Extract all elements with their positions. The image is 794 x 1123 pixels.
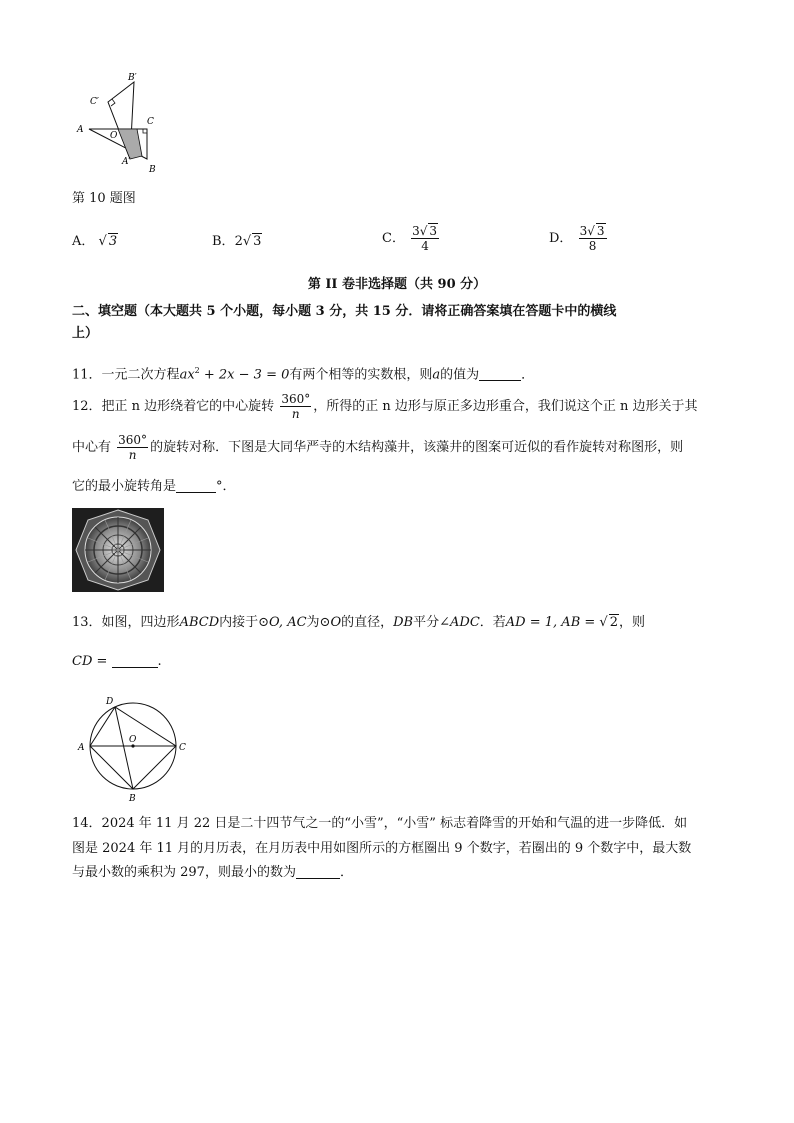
q12-fraction-1 (280, 392, 311, 421)
option-radicand: 3 (429, 224, 438, 238)
q12-line3-b: °． (216, 479, 236, 494)
right-angle-c (143, 129, 147, 133)
q12-line2-a: 中心有 (72, 440, 112, 455)
option-radicand: 3 (108, 234, 118, 249)
option-coef: 2 (234, 234, 243, 249)
q13-diagram (74, 692, 194, 804)
q13-end: . (157, 654, 162, 669)
q11-var: a (432, 367, 441, 383)
label-c: C (147, 117, 154, 127)
q12-fraction-2 (117, 433, 148, 462)
q13-text-b: 内接于 (219, 615, 259, 630)
frac-num: 360° (281, 392, 311, 406)
section2-line1: 二、填空题（本大题共 5 个小题，每小题 3 分，共 15 分．请将正确答案填在答题卡中的横线 (72, 304, 617, 319)
q12-line2 (72, 433, 683, 462)
q13-line2 (72, 652, 162, 672)
option-letter: C． (382, 231, 405, 246)
q11-eq-a: ax (179, 367, 195, 383)
option-radicand: 3 (253, 234, 262, 249)
label-b1: B′ (128, 73, 137, 83)
frac-den: n (291, 407, 300, 421)
q13-angle: ∠ADC (439, 615, 480, 630)
right-angle-c1 (111, 99, 115, 106)
label-b: B (149, 165, 156, 175)
label-c: C (179, 743, 186, 753)
section2-line2: 上） (72, 326, 99, 341)
q10-option-b: B．2√ 3 (212, 234, 262, 249)
frac-num: 360° (118, 433, 148, 447)
q12-line1-a: 把正 n 边形绕着它的中心旋转 (101, 399, 275, 414)
label-a: A (78, 743, 85, 753)
q10-option-a: A． √ 3 (72, 234, 118, 249)
q12-line2-b: 的旋转对称．下图是大同华严寺的木结构藻井，该藻井的图案可近似的看作旋转对称图形，则 (150, 440, 684, 455)
q12-line1-b: ，所得的正 n 边形与原正多边形重合，我们说这个正 n 边形关于其 (313, 399, 698, 414)
option-fraction: $\frac{3√ 3}{8}$ (579, 224, 605, 253)
fig10-diagram (72, 70, 172, 180)
q10-option-c (382, 224, 441, 253)
option-fraction: $\frac{3√ 3}{4}$ (412, 224, 438, 253)
q13-circle-o: ⊙O, AC (258, 615, 307, 630)
option-letter: B． (212, 234, 235, 249)
option-den: 4 (421, 239, 429, 253)
q11-middle: 有两个相等的实数根，则 (289, 367, 433, 383)
q11-prefix: 一元二次方程 (101, 367, 180, 383)
q13-number: 13． (72, 615, 102, 630)
q13-answer-blank[interactable] (112, 653, 158, 668)
q13-cond: AD = 1, AB = (505, 615, 600, 630)
option-letter: A． (72, 234, 95, 249)
option-radicand: 3 (596, 224, 605, 238)
frac-den: n (128, 448, 137, 462)
option-coef: 3 (412, 224, 420, 238)
caisson-photo (72, 508, 164, 592)
q12-line1 (72, 392, 698, 421)
q13-text-g: ，则 (618, 615, 645, 630)
q11-number: 11． (72, 367, 102, 383)
q13-cd: CD = (72, 654, 108, 669)
q13-abcd: ABCD (179, 615, 220, 630)
q11 (72, 361, 534, 385)
q11-suffix: 的值为 (440, 367, 480, 383)
label-o: O (110, 131, 118, 141)
q14-line1: 14．2024 年 11 月 22 日是二十四节气之一的“小雪”，“小雪” 标志着降雪的开始和气温的进一步降低．如 (72, 816, 688, 831)
diagonal-db (115, 707, 133, 789)
label-a1: A′ (122, 157, 131, 167)
q14-line3-b: ． (339, 865, 353, 880)
q14-line3 (72, 863, 353, 883)
q12-number: 12． (72, 399, 102, 414)
q12-answer-blank[interactable] (176, 478, 216, 493)
q13-text-a: 如图，四边形 (101, 615, 180, 630)
label-b: B (129, 794, 136, 804)
q10-option-d (549, 224, 609, 253)
q13-sqrt: 2 (609, 615, 618, 630)
q12-line3-a: 它的最小旋转角是 (72, 479, 177, 494)
q13-circle-o2: ⊙O (319, 615, 342, 630)
label-c1: C′ (90, 97, 99, 107)
label-d: D (106, 697, 114, 707)
q13-db: DB (393, 615, 414, 630)
part2-title: 第 II 卷非选择题（共 90 分） (307, 277, 487, 292)
q11-eq-exp: 2 (194, 366, 200, 375)
option-den: 8 (588, 239, 597, 253)
q11-end: ． (521, 367, 535, 383)
q11-eq-rest: + 2x − 3 = 0 (199, 367, 290, 383)
fig10-caption: 第 10 题图 (72, 191, 136, 206)
label-a: A (77, 125, 84, 135)
q14-line2: 图是 2024 年 11 月的月历表，在月历表中用如图所示的方框圈出 9 个数字，若圈出的 9 个数字中，最大数 (72, 841, 692, 856)
option-coef: 3 (579, 224, 588, 238)
q13-text-c: 为 (306, 615, 320, 630)
overlap-shaded (118, 129, 142, 159)
q13-text-d: 的直径， (341, 615, 394, 630)
q13-text-f: ．若 (479, 615, 506, 630)
option-letter: D． (549, 231, 573, 246)
q12-line3 (72, 477, 236, 497)
q14-line3-a: 与最小数的乘积为 297，则最小的数为 (72, 865, 296, 880)
q13-text-e: 平分 (413, 615, 440, 630)
label-o: O (129, 735, 137, 745)
q13-line1: 13．如图，四边形ABCD内接于⊙O, AC为⊙O的直径，DB平分∠ADC．若AD = 1, AB = √ 2，则 (72, 615, 645, 630)
q11-answer-blank[interactable] (479, 366, 521, 381)
q14-answer-blank[interactable] (296, 864, 340, 879)
